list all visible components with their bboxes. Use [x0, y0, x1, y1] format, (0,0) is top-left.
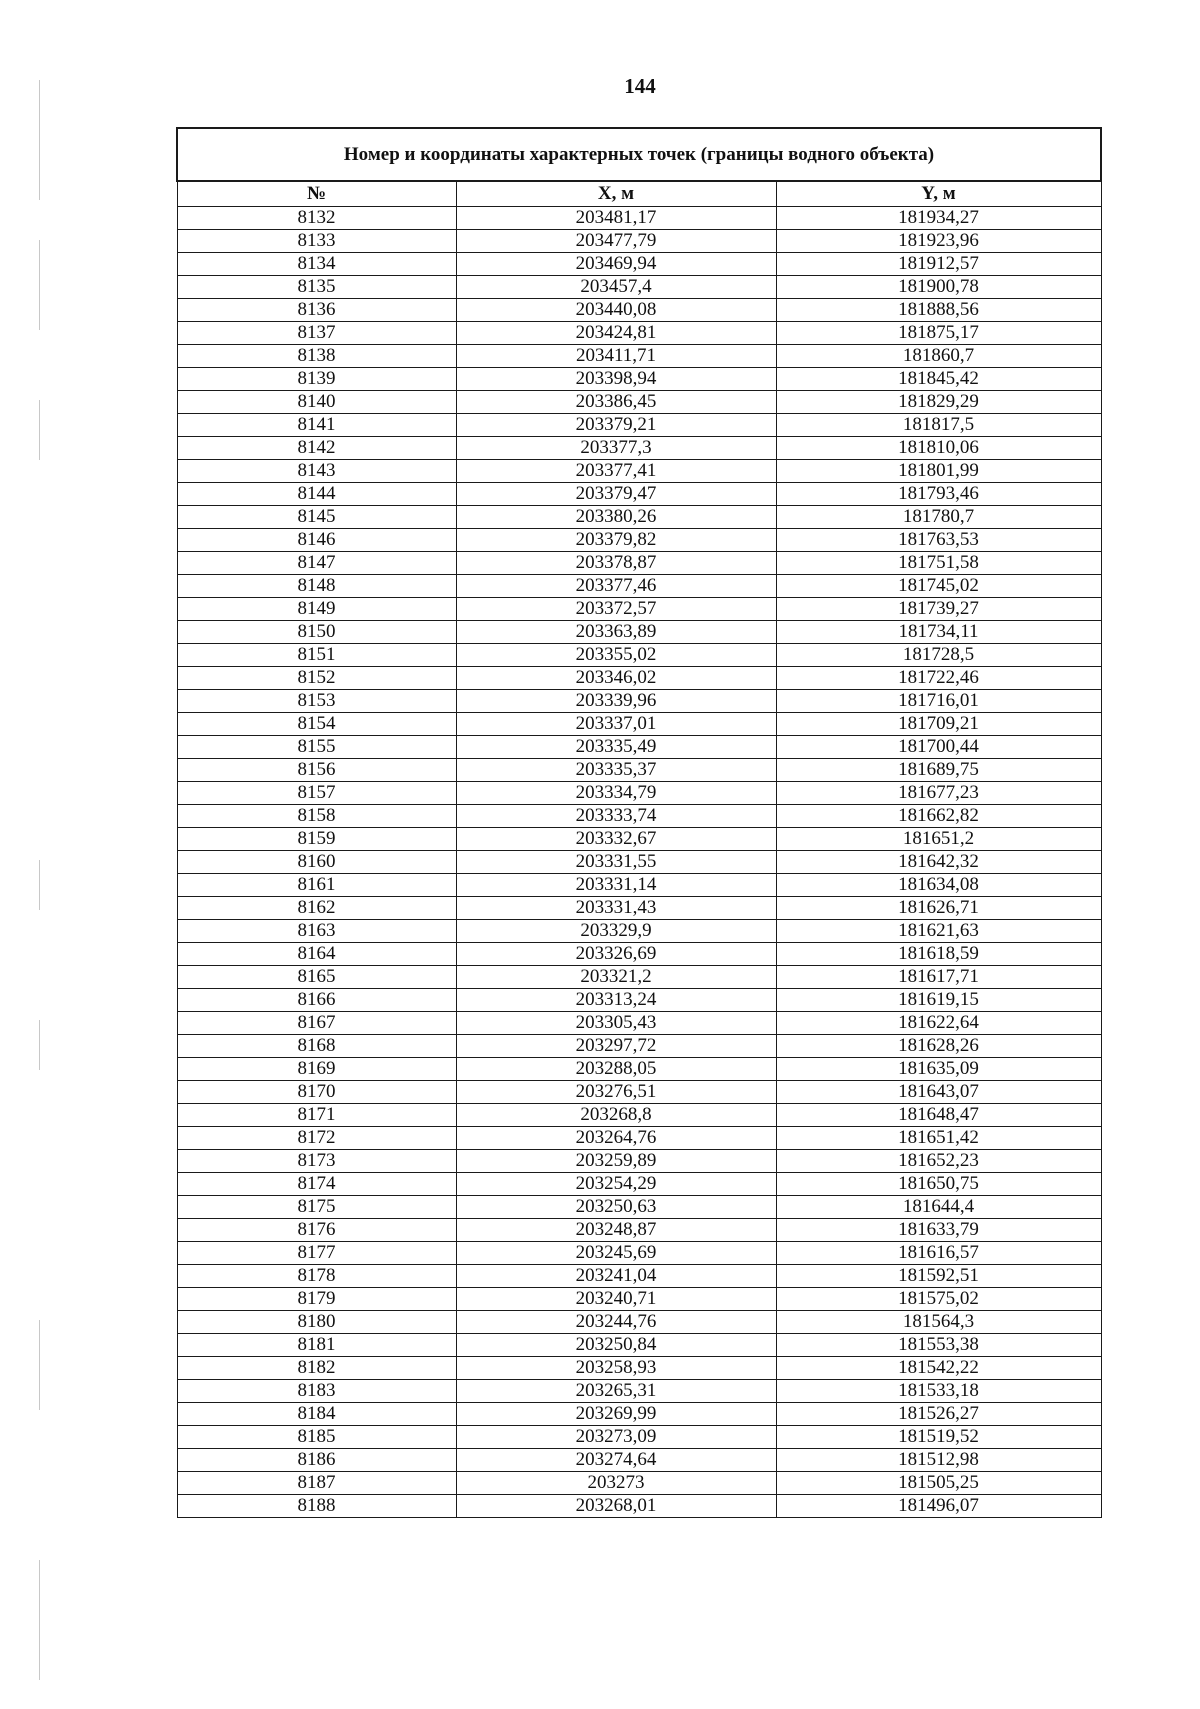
table-row — [177, 368, 1101, 391]
cell-point-number: 8148 — [177, 575, 456, 598]
cell-x-coordinate: 203241,04 — [456, 1265, 776, 1288]
cell-y-coordinate: 181716,01 — [776, 690, 1101, 713]
cell-point-number: 8176 — [177, 1219, 456, 1242]
table-row — [177, 460, 1101, 483]
column-header-number: № — [177, 181, 456, 207]
cell-x-coordinate: 203355,02 — [456, 644, 776, 667]
cell-y-coordinate: 181648,47 — [776, 1104, 1101, 1127]
cell-x-coordinate: 203274,64 — [456, 1449, 776, 1472]
cell-x-coordinate: 203305,43 — [456, 1012, 776, 1035]
table-row — [177, 1150, 1101, 1173]
cell-y-coordinate: 181793,46 — [776, 483, 1101, 506]
cell-x-coordinate: 203244,76 — [456, 1311, 776, 1334]
cell-point-number: 8170 — [177, 1081, 456, 1104]
table-header-row — [177, 181, 1101, 207]
cell-point-number: 8144 — [177, 483, 456, 506]
cell-point-number: 8185 — [177, 1426, 456, 1449]
table-row — [177, 1357, 1101, 1380]
cell-x-coordinate: 203264,76 — [456, 1127, 776, 1150]
cell-y-coordinate: 181496,07 — [776, 1495, 1101, 1518]
scan-artifact-line — [39, 240, 40, 330]
cell-y-coordinate: 181505,25 — [776, 1472, 1101, 1495]
cell-y-coordinate: 181829,29 — [776, 391, 1101, 414]
table-row — [177, 1035, 1101, 1058]
table-row — [177, 1472, 1101, 1495]
table-row — [177, 644, 1101, 667]
scan-artifact-line — [39, 1020, 40, 1070]
cell-x-coordinate: 203259,89 — [456, 1150, 776, 1173]
table-row — [177, 782, 1101, 805]
cell-point-number: 8159 — [177, 828, 456, 851]
table-row — [177, 299, 1101, 322]
cell-y-coordinate: 181709,21 — [776, 713, 1101, 736]
cell-y-coordinate: 181763,53 — [776, 529, 1101, 552]
table-row — [177, 253, 1101, 276]
cell-point-number: 8132 — [177, 207, 456, 230]
cell-y-coordinate: 181810,06 — [776, 437, 1101, 460]
table-row — [177, 230, 1101, 253]
cell-x-coordinate: 203326,69 — [456, 943, 776, 966]
cell-y-coordinate: 181633,79 — [776, 1219, 1101, 1242]
cell-y-coordinate: 181651,2 — [776, 828, 1101, 851]
cell-x-coordinate: 203329,9 — [456, 920, 776, 943]
coordinates-table — [176, 127, 1102, 1518]
cell-x-coordinate: 203469,94 — [456, 253, 776, 276]
cell-point-number: 8147 — [177, 552, 456, 575]
cell-x-coordinate: 203268,01 — [456, 1495, 776, 1518]
cell-x-coordinate: 203379,82 — [456, 529, 776, 552]
table-row — [177, 667, 1101, 690]
column-header-y: Y, м — [776, 181, 1101, 207]
cell-y-coordinate: 181677,23 — [776, 782, 1101, 805]
cell-point-number: 8181 — [177, 1334, 456, 1357]
cell-y-coordinate: 181635,09 — [776, 1058, 1101, 1081]
cell-x-coordinate: 203240,71 — [456, 1288, 776, 1311]
cell-x-coordinate: 203313,24 — [456, 989, 776, 1012]
table-row — [177, 1173, 1101, 1196]
cell-x-coordinate: 203477,79 — [456, 230, 776, 253]
cell-x-coordinate: 203377,3 — [456, 437, 776, 460]
cell-x-coordinate: 203265,31 — [456, 1380, 776, 1403]
cell-y-coordinate: 181860,7 — [776, 345, 1101, 368]
table-row — [177, 1380, 1101, 1403]
cell-point-number: 8182 — [177, 1357, 456, 1380]
cell-y-coordinate: 181642,32 — [776, 851, 1101, 874]
table-row — [177, 1219, 1101, 1242]
cell-y-coordinate: 181617,71 — [776, 966, 1101, 989]
column-header-x: X, м — [456, 181, 776, 207]
cell-x-coordinate: 203245,69 — [456, 1242, 776, 1265]
cell-y-coordinate: 181900,78 — [776, 276, 1101, 299]
cell-point-number: 8178 — [177, 1265, 456, 1288]
table-row — [177, 1495, 1101, 1518]
cell-point-number: 8146 — [177, 529, 456, 552]
cell-y-coordinate: 181542,22 — [776, 1357, 1101, 1380]
table-row — [177, 483, 1101, 506]
cell-x-coordinate: 203440,08 — [456, 299, 776, 322]
cell-point-number: 8172 — [177, 1127, 456, 1150]
scan-artifact-line — [39, 1320, 40, 1410]
cell-y-coordinate: 181888,56 — [776, 299, 1101, 322]
cell-point-number: 8169 — [177, 1058, 456, 1081]
cell-point-number: 8186 — [177, 1449, 456, 1472]
cell-point-number: 8143 — [177, 460, 456, 483]
cell-y-coordinate: 181533,18 — [776, 1380, 1101, 1403]
cell-y-coordinate: 181618,59 — [776, 943, 1101, 966]
cell-x-coordinate: 203481,17 — [456, 207, 776, 230]
cell-point-number: 8152 — [177, 667, 456, 690]
cell-y-coordinate: 181875,17 — [776, 322, 1101, 345]
cell-y-coordinate: 181739,27 — [776, 598, 1101, 621]
cell-y-coordinate: 181651,42 — [776, 1127, 1101, 1150]
cell-x-coordinate: 203333,74 — [456, 805, 776, 828]
cell-point-number: 8161 — [177, 874, 456, 897]
cell-x-coordinate: 203372,57 — [456, 598, 776, 621]
cell-point-number: 8188 — [177, 1495, 456, 1518]
table-title-row — [177, 128, 1101, 181]
cell-point-number: 8153 — [177, 690, 456, 713]
cell-x-coordinate: 203335,49 — [456, 736, 776, 759]
cell-y-coordinate: 181519,52 — [776, 1426, 1101, 1449]
cell-y-coordinate: 181751,58 — [776, 552, 1101, 575]
cell-point-number: 8151 — [177, 644, 456, 667]
cell-y-coordinate: 181512,98 — [776, 1449, 1101, 1472]
table-row — [177, 897, 1101, 920]
cell-point-number: 8157 — [177, 782, 456, 805]
cell-y-coordinate: 181628,26 — [776, 1035, 1101, 1058]
cell-x-coordinate: 203332,67 — [456, 828, 776, 851]
table-row — [177, 414, 1101, 437]
table-row — [177, 621, 1101, 644]
cell-y-coordinate: 181526,27 — [776, 1403, 1101, 1426]
cell-y-coordinate: 181652,23 — [776, 1150, 1101, 1173]
cell-y-coordinate: 181817,5 — [776, 414, 1101, 437]
cell-point-number: 8177 — [177, 1242, 456, 1265]
cell-y-coordinate: 181734,11 — [776, 621, 1101, 644]
cell-x-coordinate: 203379,47 — [456, 483, 776, 506]
cell-point-number: 8166 — [177, 989, 456, 1012]
cell-y-coordinate: 181689,75 — [776, 759, 1101, 782]
scan-artifact-line — [39, 860, 40, 910]
cell-point-number: 8180 — [177, 1311, 456, 1334]
cell-x-coordinate: 203288,05 — [456, 1058, 776, 1081]
cell-x-coordinate: 203379,21 — [456, 414, 776, 437]
cell-point-number: 8163 — [177, 920, 456, 943]
cell-point-number: 8142 — [177, 437, 456, 460]
table-row — [177, 874, 1101, 897]
cell-x-coordinate: 203337,01 — [456, 713, 776, 736]
cell-x-coordinate: 203331,55 — [456, 851, 776, 874]
table-row — [177, 345, 1101, 368]
table-row — [177, 1403, 1101, 1426]
cell-x-coordinate: 203377,41 — [456, 460, 776, 483]
cell-x-coordinate: 203258,93 — [456, 1357, 776, 1380]
cell-point-number: 8167 — [177, 1012, 456, 1035]
table-row — [177, 1426, 1101, 1449]
cell-y-coordinate: 181728,5 — [776, 644, 1101, 667]
table-row — [177, 1058, 1101, 1081]
cell-point-number: 8134 — [177, 253, 456, 276]
cell-y-coordinate: 181619,15 — [776, 989, 1101, 1012]
cell-point-number: 8137 — [177, 322, 456, 345]
cell-x-coordinate: 203424,81 — [456, 322, 776, 345]
cell-point-number: 8133 — [177, 230, 456, 253]
cell-y-coordinate: 181923,96 — [776, 230, 1101, 253]
cell-point-number: 8139 — [177, 368, 456, 391]
cell-point-number: 8141 — [177, 414, 456, 437]
cell-x-coordinate: 203398,94 — [456, 368, 776, 391]
cell-x-coordinate: 203411,71 — [456, 345, 776, 368]
cell-y-coordinate: 181745,02 — [776, 575, 1101, 598]
table-row — [177, 529, 1101, 552]
table-row — [177, 506, 1101, 529]
table-row — [177, 1449, 1101, 1472]
cell-point-number: 8135 — [177, 276, 456, 299]
cell-point-number: 8145 — [177, 506, 456, 529]
cell-y-coordinate: 181564,3 — [776, 1311, 1101, 1334]
table-title: Номер и координаты характерных точек (границы водного объекта) — [177, 128, 1101, 181]
cell-x-coordinate: 203380,26 — [456, 506, 776, 529]
cell-x-coordinate: 203268,8 — [456, 1104, 776, 1127]
cell-y-coordinate: 181626,71 — [776, 897, 1101, 920]
cell-point-number: 8155 — [177, 736, 456, 759]
cell-point-number: 8162 — [177, 897, 456, 920]
cell-point-number: 8150 — [177, 621, 456, 644]
cell-x-coordinate: 203273,09 — [456, 1426, 776, 1449]
cell-point-number: 8184 — [177, 1403, 456, 1426]
cell-x-coordinate: 203276,51 — [456, 1081, 776, 1104]
cell-y-coordinate: 181621,63 — [776, 920, 1101, 943]
cell-x-coordinate: 203254,29 — [456, 1173, 776, 1196]
table-row — [177, 989, 1101, 1012]
cell-point-number: 8156 — [177, 759, 456, 782]
cell-x-coordinate: 203250,84 — [456, 1334, 776, 1357]
scan-artifact-line — [39, 400, 40, 460]
table-row — [177, 1311, 1101, 1334]
cell-point-number: 8187 — [177, 1472, 456, 1495]
cell-x-coordinate: 203377,46 — [456, 575, 776, 598]
table-row — [177, 828, 1101, 851]
cell-point-number: 8179 — [177, 1288, 456, 1311]
cell-point-number: 8171 — [177, 1104, 456, 1127]
cell-x-coordinate: 203321,2 — [456, 966, 776, 989]
cell-point-number: 8173 — [177, 1150, 456, 1173]
cell-point-number: 8154 — [177, 713, 456, 736]
cell-point-number: 8165 — [177, 966, 456, 989]
cell-point-number: 8174 — [177, 1173, 456, 1196]
cell-x-coordinate: 203386,45 — [456, 391, 776, 414]
table-row — [177, 1081, 1101, 1104]
table-row — [177, 1104, 1101, 1127]
table-row — [177, 736, 1101, 759]
cell-x-coordinate: 203363,89 — [456, 621, 776, 644]
cell-y-coordinate: 181722,46 — [776, 667, 1101, 690]
table-row — [177, 851, 1101, 874]
table-row — [177, 943, 1101, 966]
cell-point-number: 8164 — [177, 943, 456, 966]
table-row — [177, 966, 1101, 989]
table-row — [177, 690, 1101, 713]
cell-x-coordinate: 203269,99 — [456, 1403, 776, 1426]
cell-y-coordinate: 181912,57 — [776, 253, 1101, 276]
cell-point-number: 8136 — [177, 299, 456, 322]
cell-x-coordinate: 203457,4 — [456, 276, 776, 299]
cell-x-coordinate: 203331,14 — [456, 874, 776, 897]
table-row — [177, 1127, 1101, 1150]
cell-y-coordinate: 181616,57 — [776, 1242, 1101, 1265]
table-body — [177, 207, 1101, 1518]
table-row — [177, 276, 1101, 299]
table-row — [177, 391, 1101, 414]
cell-x-coordinate: 203273 — [456, 1472, 776, 1495]
cell-x-coordinate: 203334,79 — [456, 782, 776, 805]
table-row — [177, 437, 1101, 460]
cell-point-number: 8175 — [177, 1196, 456, 1219]
table-row — [177, 207, 1101, 230]
cell-y-coordinate: 181780,7 — [776, 506, 1101, 529]
cell-y-coordinate: 181650,75 — [776, 1173, 1101, 1196]
table-row — [177, 1288, 1101, 1311]
cell-y-coordinate: 181934,27 — [776, 207, 1101, 230]
cell-y-coordinate: 181700,44 — [776, 736, 1101, 759]
cell-x-coordinate: 203335,37 — [456, 759, 776, 782]
cell-y-coordinate: 181845,42 — [776, 368, 1101, 391]
table-row — [177, 1265, 1101, 1288]
table-row — [177, 713, 1101, 736]
cell-y-coordinate: 181553,38 — [776, 1334, 1101, 1357]
table-row — [177, 322, 1101, 345]
cell-x-coordinate: 203378,87 — [456, 552, 776, 575]
cell-x-coordinate: 203248,87 — [456, 1219, 776, 1242]
cell-y-coordinate: 181644,4 — [776, 1196, 1101, 1219]
cell-y-coordinate: 181801,99 — [776, 460, 1101, 483]
scan-artifact-line — [39, 1560, 40, 1680]
cell-point-number: 8140 — [177, 391, 456, 414]
cell-point-number: 8158 — [177, 805, 456, 828]
cell-y-coordinate: 181643,07 — [776, 1081, 1101, 1104]
cell-point-number: 8168 — [177, 1035, 456, 1058]
table-row — [177, 1242, 1101, 1265]
cell-x-coordinate: 203346,02 — [456, 667, 776, 690]
table-row — [177, 759, 1101, 782]
cell-y-coordinate: 181634,08 — [776, 874, 1101, 897]
cell-x-coordinate: 203339,96 — [456, 690, 776, 713]
table-row — [177, 920, 1101, 943]
table-row — [177, 1012, 1101, 1035]
page-number: 144 — [624, 74, 656, 98]
cell-x-coordinate: 203297,72 — [456, 1035, 776, 1058]
cell-x-coordinate: 203250,63 — [456, 1196, 776, 1219]
table-row — [177, 1334, 1101, 1357]
cell-y-coordinate: 181622,64 — [776, 1012, 1101, 1035]
cell-point-number: 8160 — [177, 851, 456, 874]
cell-x-coordinate: 203331,43 — [456, 897, 776, 920]
cell-point-number: 8149 — [177, 598, 456, 621]
cell-y-coordinate: 181592,51 — [776, 1265, 1101, 1288]
table-row — [177, 1196, 1101, 1219]
cell-y-coordinate: 181575,02 — [776, 1288, 1101, 1311]
table-row — [177, 575, 1101, 598]
cell-y-coordinate: 181662,82 — [776, 805, 1101, 828]
cell-point-number: 8138 — [177, 345, 456, 368]
table-row — [177, 552, 1101, 575]
table-row — [177, 598, 1101, 621]
cell-point-number: 8183 — [177, 1380, 456, 1403]
table-row — [177, 805, 1101, 828]
